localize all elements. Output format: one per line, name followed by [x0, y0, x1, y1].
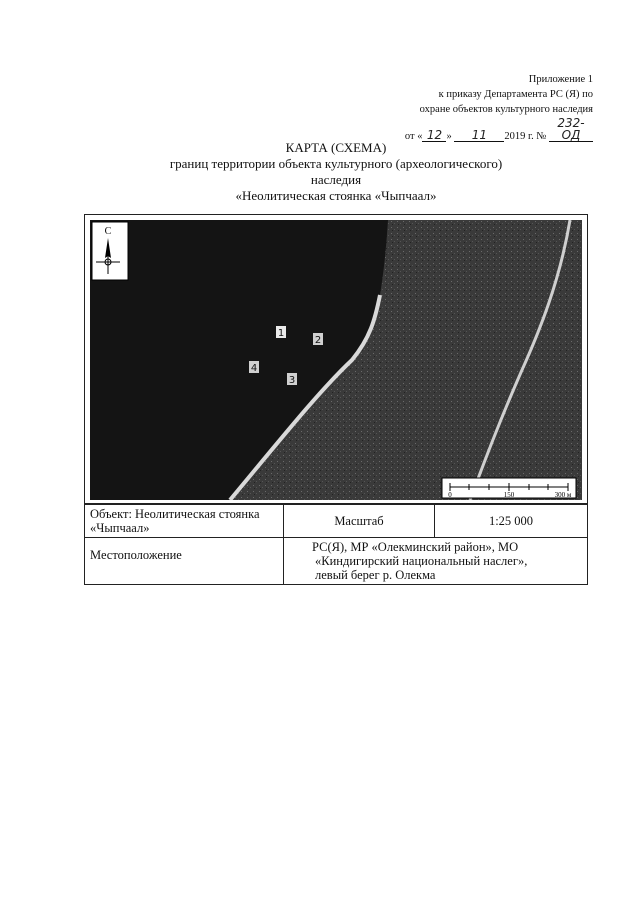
scale-tick-150: 150 — [503, 491, 515, 499]
svg-text:1: 1 — [277, 328, 285, 339]
object-row — [85, 505, 588, 538]
date-month: 11 — [454, 129, 504, 142]
info-table — [84, 504, 588, 585]
document-title — [0, 140, 640, 204]
map-frame — [84, 214, 588, 504]
date-prefix: от « — [404, 131, 423, 142]
scale-tick-300: 300 м — [554, 491, 572, 499]
location-line-2: «Киндигирский национальный наслег», — [315, 554, 528, 568]
location-line-1: РС(Я), МР «Олекминский район», МО — [312, 540, 519, 554]
title-line-2: границ территории объекта культурного (археологического) — [169, 156, 503, 171]
point-1 — [276, 326, 286, 339]
location-line-3: левый берег р. Олекма — [315, 568, 436, 582]
scale-tick-0: 0 — [448, 491, 452, 499]
north-label: С — [104, 226, 112, 237]
date-day: 12 — [422, 129, 446, 142]
north-arrow — [92, 222, 128, 280]
point-4 — [249, 361, 259, 374]
appendix-order-ref: к приказу Департамента РС (Я) по — [438, 89, 593, 100]
svg-text:3: 3 — [288, 375, 296, 386]
point-2 — [313, 333, 323, 346]
title-line-3: наследия — [310, 172, 362, 187]
scale-value: 1:25 000 — [435, 505, 588, 538]
object-label: Объект: Неолитическая стоянка «Чыпчаал» — [85, 505, 284, 538]
scale-label: Масштаб — [284, 505, 435, 538]
svg-text:4: 4 — [250, 363, 258, 374]
point-3 — [287, 373, 297, 386]
svg-text:2: 2 — [314, 335, 322, 346]
appendix-department: охране объектов культурного наследия — [419, 104, 593, 115]
location-value — [284, 538, 588, 585]
scale-bar — [442, 478, 576, 499]
date-mid: » — [446, 131, 452, 142]
title-line-4: «Неолитическая стоянка «Чыпчаал» — [235, 188, 437, 203]
appendix-title: Приложение 1 — [528, 74, 593, 85]
satellite-map — [90, 220, 582, 500]
appendix-header — [333, 72, 593, 144]
date-year: 2019 г. № — [504, 131, 547, 142]
title-line-1: КАРТА (СХЕМА) — [285, 140, 387, 155]
location-label: Местоположение — [85, 538, 284, 585]
order-number: 232-ОД — [549, 117, 593, 142]
location-row — [85, 538, 588, 585]
